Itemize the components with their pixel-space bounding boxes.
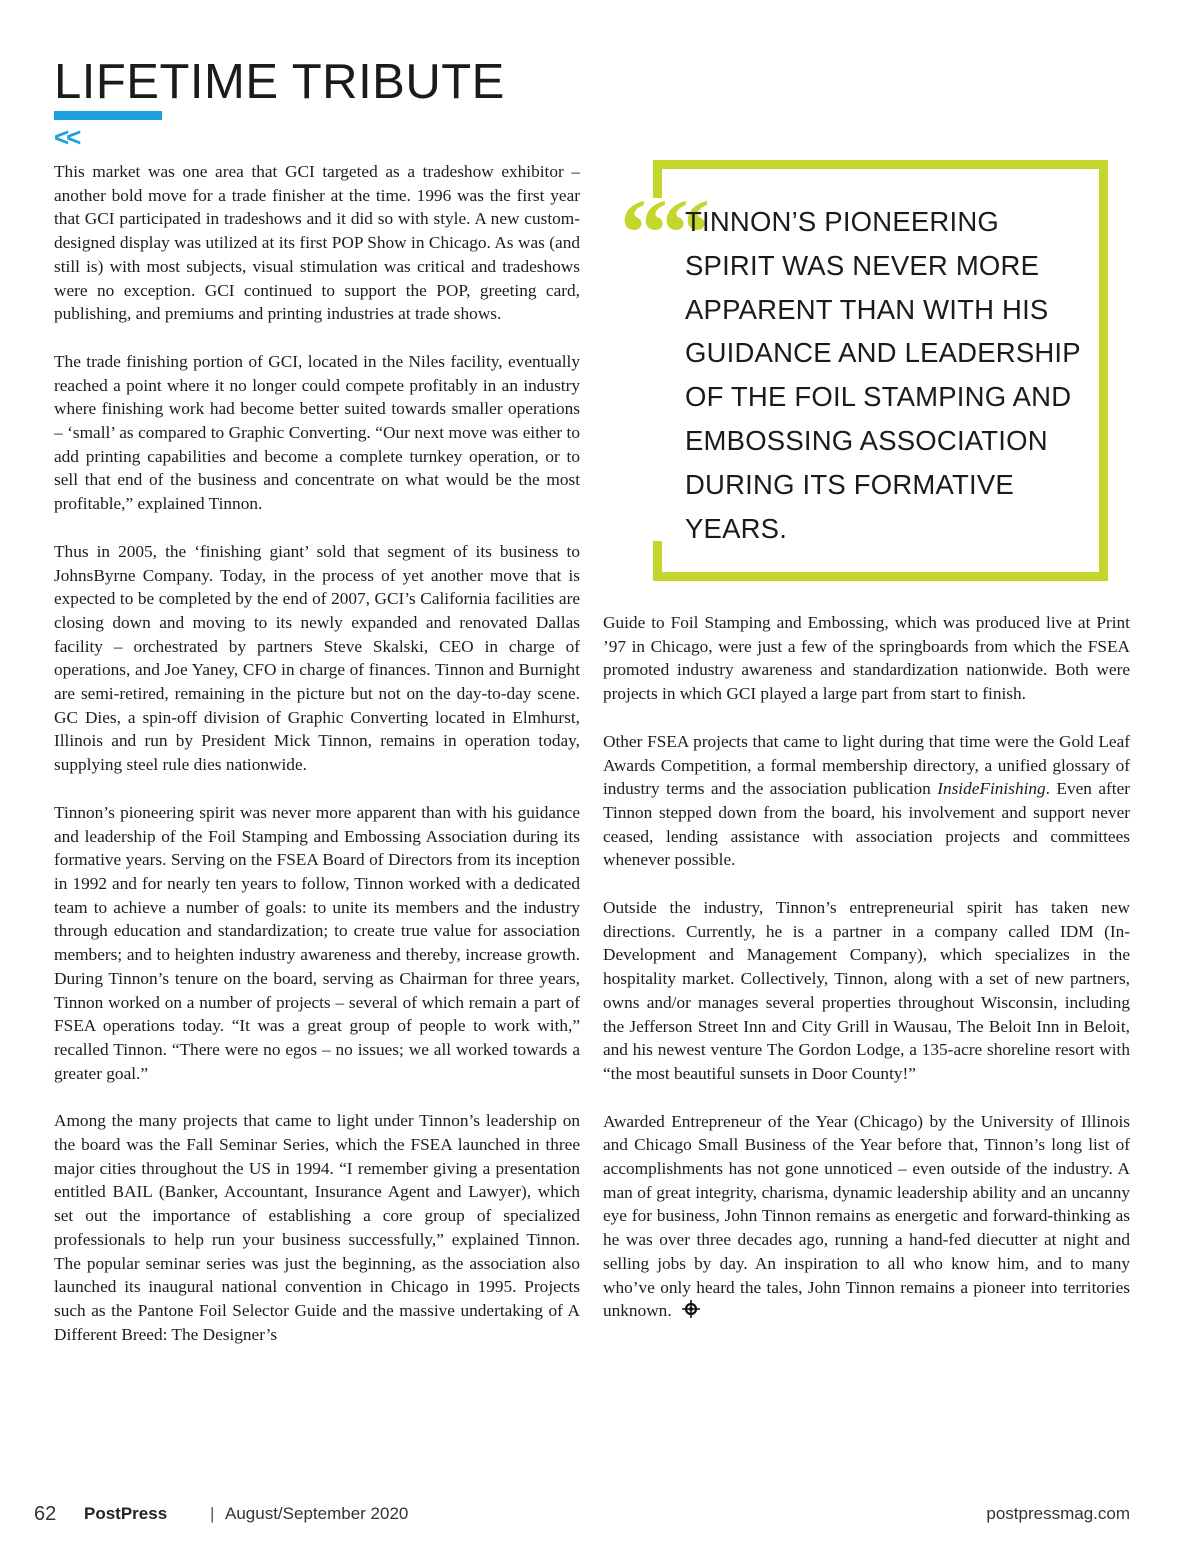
body-paragraph <box>603 1110 1130 1323</box>
paragraph-text: Awarded Entrepreneur of the Year (Chicago) by the University of Illinois and Chicago Small Business of the Year before that, Tinnon’s long list of accomplishments has not gone unnoticed – even outside of the industry. A man of great integrity, charisma, dynamic leadership ability and an uncanny eye for business, John Tinnon remains as energetic and forward-thinking as he was over three decades ago, running a hand-fed diecutter at night and selling jobs by day. An inspiration to all who know him, and to many who’ve only heard the tales, John Tinnon remains a pioneer into territories unknown. <box>603 1111 1130 1321</box>
body-paragraph: Among the many projects that came to light under Tinnon’s leadership on the board was the Fall Seminar Series, which the FSEA launched in three major cities throughout the US in 1994. “I remember giving a presentation entitled BAIL (Banker, Accountant, Insurance Agent and Lawyer), which set out the importance of establishing a core group of specialized professionals to help run your business successfully,” explained Tinnon. The popular seminar series was just the beginning, as the association also launched its inaugural national convention in Chicago in 1995. Projects such as the Pantone Foil Selector Guide and the massive undertaking of A Different Breed: The Designer’s <box>54 1111 580 1344</box>
page-number: 62 <box>34 1503 57 1525</box>
footer-separator: | <box>210 1504 215 1523</box>
pull-quote-text: TINNON’S PIONEERING SPIRIT WAS NEVER MORE APPARENT THAN WITH HIS GUIDANCE AND LEADERSHIP OF THE FOIL STAMPING AND EMBOSSING ASSOCIATION DURING ITS FORMATIVE YEARS. <box>685 206 1081 544</box>
paragraph-text: . Even after Tinnon stepped down from the board, his involvement and support never ceased, lending assistance with association projects and committees whenever possible. <box>603 779 1130 870</box>
right-column <box>603 611 1130 1347</box>
frame-right <box>1099 160 1108 581</box>
quote-mark-icon: ““ <box>620 179 704 286</box>
left-column <box>54 160 580 1370</box>
body-paragraph: This market was one area that GCI targeted as a tradeshow exhibitor – another bold move for a trade finisher at the time. 1996 was the first year that GCI participated in tradeshows and it did so with style. A new custom-designed display was utilized at its first POP Show in Chicago. As was (and still is) with most subjects, visual stimulation was critical and tradeshows were no exception. GCI continued to support the POP, greeting card, publishing, and premiums and printing industries at trade shows. <box>54 162 580 324</box>
body-paragraph: Guide to Foil Stamping and Embossing, which was produced live at Print ’97 in Chicago, were just a few of the springboards from which the FSEA promoted industry awareness and standardization nationwide. Both were projects in which GCI played a large part from start to finish. <box>603 613 1130 704</box>
frame-left-bottom <box>653 541 662 581</box>
website-link[interactable]: postpressmag.com <box>986 1504 1130 1523</box>
body-paragraph <box>603 730 1130 872</box>
frame-top <box>653 160 1108 169</box>
section-title: LIFETIME TRIBUTE <box>54 55 505 109</box>
magazine-name: PostPress <box>84 1504 168 1523</box>
body-paragraph: The trade finishing portion of GCI, located in the Niles facility, eventually reached a point where it no longer could compete profitably in an industry where finishing work had become better suited towards smaller operations – ‘small’ as compared to Graphic Converting. “Our next move was either to add printing capabilities and become a complete turnkey operation, or to sell that end of the business and concentrate on what would be the most profitable,” explained Tinnon. <box>54 351 580 514</box>
back-chevron-icon: << <box>54 122 79 152</box>
page-footer <box>34 1503 1130 1527</box>
end-of-article-icon <box>682 1300 700 1318</box>
title-underline-bar <box>54 111 162 120</box>
issue-date: August/September 2020 <box>225 1504 409 1523</box>
body-paragraph: Outside the industry, Tinnon’s entrepreneurial spirit has taken new directions. Currently, he is a partner in a company called IDM (In-Development and Management Company), which specializes in the hospitality market. Collectively, Tinnon, along with a set of new partners, owns and/or manages several properties throughout Wisconsin, including the Jefferson Street Inn and City Grill in Wausau, The Beloit Inn in Beloit, and his newest venture The Gordon Lodge, a 135-acre shoreline resort with “the most beautiful sunsets in Door County!” <box>603 898 1130 1083</box>
body-paragraph: Tinnon’s pioneering spirit was never more apparent than with his guidance and leadership of the Foil Stamping and Embossing Association during its formative years. Serving on the FSEA Board of Directors from its inception in 1992 and for nearly ten years to follow, Tinnon worked with a dedicated team to achieve a number of goals: to unite its members and the industry through education and standardization; to create true value for association members; and to heighten industry awareness and thereby, increase growth. During Tinnon’s tenure on the board, serving as Chairman for three years, Tinnon worked on a number of projects – several of which remain a part of FSEA operations today. “It was a great group of people to work with,” recalled Tinnon. “There were no egos – no issues; we all worked towards a greater goal.” <box>54 802 580 1083</box>
frame-bottom <box>653 572 1108 581</box>
paragraph-text: Other FSEA projects that came to light during that time were the Gold Leaf Awards Competition, a formal membership directory, a unified glossary of industry terms and the association publication <box>603 731 1130 799</box>
body-paragraph: Thus in 2005, the ‘finishing giant’ sold that segment of its business to JohnsByrne Company. Today, in the process of yet another move that is expected to be completed by the end of 2007, GCI’s California facilities are closing down and moving to its newly expanded and renovated Dallas facility – orchestrated by partners Steve Skalski, CEO in charge of operations, and Joe Yaney, CFO in charge of finances. Tinnon and Burnight are semi-retired, remaining in the picture but not on the day-to-day scene. GC Dies, a spin-off division of Graphic Converting located in Elmhurst, Illinois and run by President Mick Tinnon, remains in operation today, supplying steel rule dies nationwide. <box>54 541 580 775</box>
publication-title: InsideFinishing <box>937 779 1046 799</box>
